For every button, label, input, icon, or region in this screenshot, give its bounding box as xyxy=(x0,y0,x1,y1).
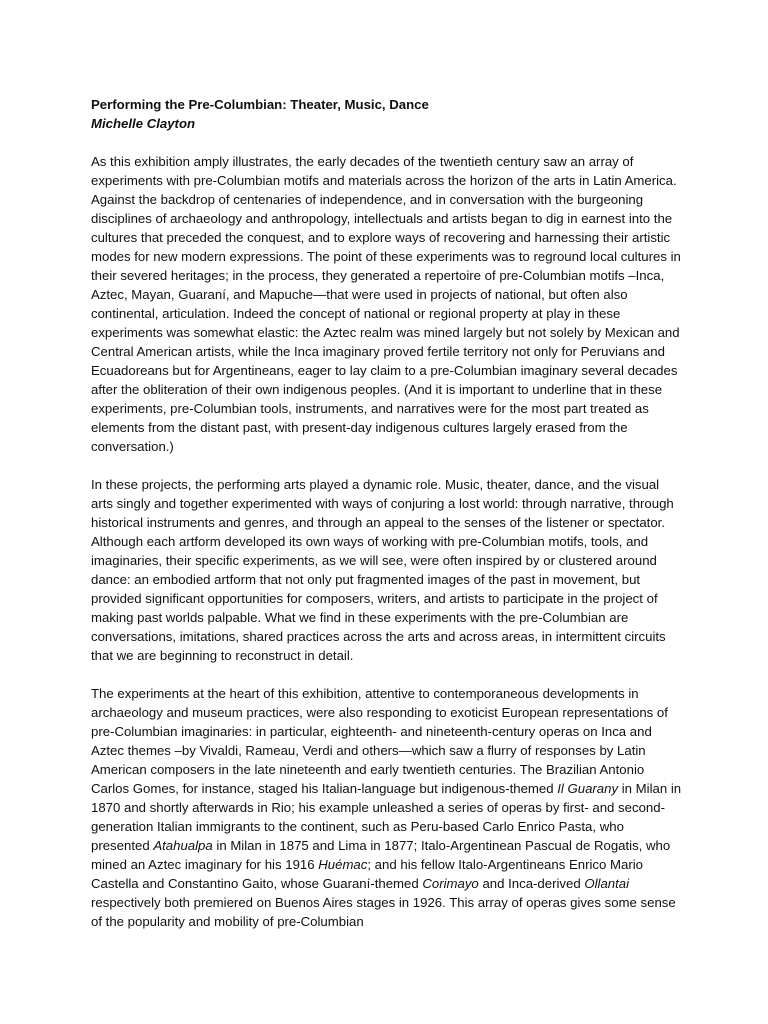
opera-title-il-guarany: Il Guarany xyxy=(557,781,619,796)
paragraph-3-text-5: and Inca-derived xyxy=(478,876,585,891)
document-title: Performing the Pre-Columbian: Theater, Music, Dance xyxy=(91,97,429,112)
opera-title-corimayo: Corimayo xyxy=(422,876,479,891)
paragraph-3-text-2: in Milan in 1870 and shortly afterwards in Rio; his example unleashed a series of operas by first- and second-generation Italian immigrants to the continent, such as Peru-based Carlo Enrico Pasta, who presented xyxy=(91,781,682,853)
opera-title-atahualpa: Atahualpa xyxy=(153,838,213,853)
document-page xyxy=(91,95,683,950)
opera-title-ollantai: Ollantai xyxy=(584,876,630,891)
paragraph-3 xyxy=(91,684,683,931)
paragraph-2: In these projects, the performing arts played a dynamic role. Music, theater, dance, and the visual arts singly and together experimented with ways of conjuring a lost world: through narrative, through historical instruments and genres, and through an appeal to the senses of the listener or spectator. Although each artform developed its own ways of working with pre-Columbian motifs, tools, and imaginaries, their specific experiments, as we will see, were often inspired by or clustered around dance: an embodied artform that not only put fragmented images of the past in movement, but provided significant opportunities for composers, writers, and artists to participate in the project of making past worlds palpable. What we find in these experiments with the pre-Columbian are conversations, imitations, shared practices across the arts and across areas, in intermittent circuits that we are beginning to reconstruct in detail. xyxy=(91,477,674,663)
paragraph-3-text-4: ; and his fellow Italo-Argentineans Enrico Mario Castella and Constantino Gaito, whose Guaraní-themed xyxy=(91,857,643,891)
opera-title-huemac: Huémac xyxy=(318,857,368,872)
paragraph-3-text-3: in Milan in 1875 and Lima in 1877; Italo-Argentinean Pascual de Rogatis, who mined an Aztec imaginary for his 1916 xyxy=(91,838,671,872)
paragraph-3-text-1: The experiments at the heart of this exhibition, attentive to contemporaneous developments in archaeology and museum practices, were also responding to exoticist European representations of pre-Columbian imaginaries: in particular, eighteenth- and nineteenth-century operas on Inca and Aztec themes –by Vivaldi, Rameau, Verdi and others—which saw a flurry of responses by Latin American composers in the late nineteenth and early twentieth centuries. The Brazilian Antonio Carlos Gomes, for instance, staged his Italian-language but indigenous-themed xyxy=(91,686,668,796)
paragraph-3-text-6: respectively both premiered on Buenos Aires stages in 1926. This array of operas gives some sense of the popularity and mobility of pre-Columbian xyxy=(91,895,676,929)
paragraph-1: As this exhibition amply illustrates, the early decades of the twentieth century saw an array of experiments with pre-Columbian motifs and materials across the horizon of the arts in Latin America. Against the backdrop of centenaries of independence, and in conversation with the burgeoning disciplines of archaeology and anthropology, intellectuals and artists began to dig in earnest into the cultures that preceded the conquest, and to explore ways of recovering and harnessing their artistic modes for new modern expressions. The point of these experiments was to reground local cultures in their severed heritages; in the process, they generated a repertoire of pre-Columbian motifs –Inca, Aztec, Mayan, Guaraní, and Mapuche—that were used in projects of national, but often also continental, articulation. Indeed the concept of national or regional property at play in these experiments was somewhat elastic: the Aztec realm was mined largely but not solely by Mexican and Central American artists, while the Inca imaginary proved fertile territory not only for Peruvians and Ecuadoreans but for Argentineans, eager to lay claim to a pre-Columbian imaginary several decades after the obliteration of their own indigenous peoples. (And it is important to underline that in these experiments, pre-Columbian tools, instruments, and narratives were for the most part treated as elements from the distant past, with present-day indigenous cultures largely erased from the conversation.) xyxy=(91,154,681,454)
document-author: Michelle Clayton xyxy=(91,116,196,131)
